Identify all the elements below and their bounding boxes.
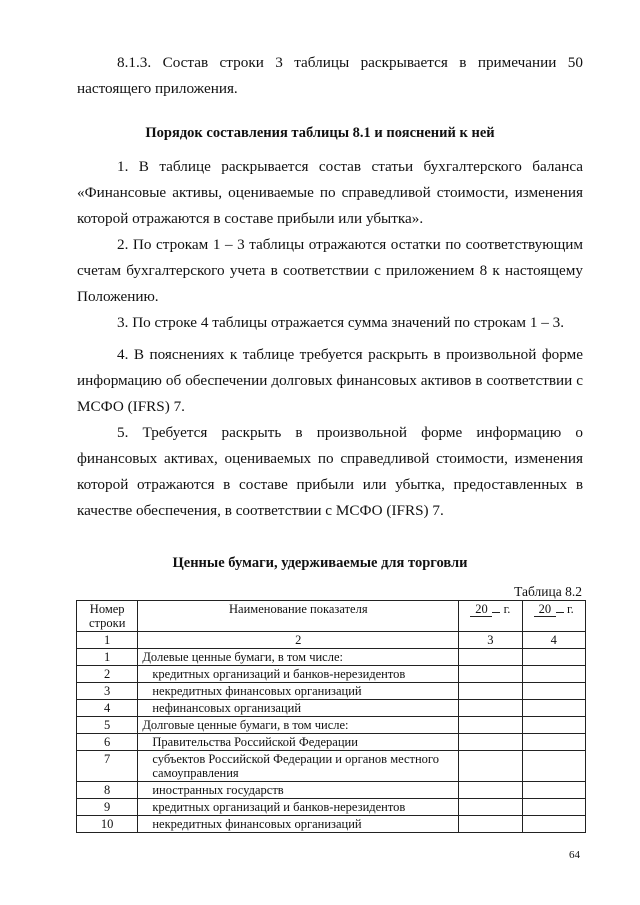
page-number: 64 <box>569 849 580 861</box>
row-value-year1 <box>459 649 522 666</box>
row-name: субъектов Российской Федерации и органов местного самоуправления <box>138 751 459 782</box>
row-value-year1 <box>459 666 522 683</box>
table-row <box>77 734 586 751</box>
row-value-year1 <box>459 799 522 816</box>
row-value-year2 <box>522 799 585 816</box>
table-row <box>77 683 586 700</box>
paragraph-5: 5. Требуется раскрыть в произвольной форме информацию о финансовых активах, оцениваемых по справедливой стоимости, изменения которой отражаются в составе прибыли или убытка, предоставленных в качестве обеспечения, в соответствии с МСФО (IFRS) 7. <box>77 424 583 519</box>
table-row <box>77 751 586 782</box>
row-value-year2 <box>522 683 585 700</box>
table-row <box>77 799 586 816</box>
section-heading: Порядок составления таблицы 8.1 и пояснений к ней <box>145 125 495 141</box>
table-row <box>77 666 586 683</box>
table-row <box>77 816 586 833</box>
paragraph-8-1-3: 8.1.3. Состав строки 3 таблицы раскрывается в примечании 50 настоящего приложения. <box>77 54 583 97</box>
row-value-year2 <box>522 700 585 717</box>
row-number: 3 <box>77 683 138 700</box>
index-cell: 4 <box>522 632 585 649</box>
row-name: Долговые ценные бумаги, в том числе: <box>138 717 459 734</box>
row-value-year1 <box>459 717 522 734</box>
row-number: 8 <box>77 782 138 799</box>
row-value-year1 <box>459 751 522 782</box>
col-year1-suffix: г. <box>503 602 511 616</box>
table-row <box>77 782 586 799</box>
table-label: Таблица 8.2 <box>514 584 582 599</box>
row-name: Долевые ценные бумаги, в том числе: <box>138 649 459 666</box>
col-name-header: Наименование показателя <box>138 601 459 632</box>
table-index-row <box>77 632 586 649</box>
paragraph-2: 2. По строкам 1 – 3 таблицы отражаются остатки по соответствующим счетам бухгалтерского учета в соответствии с приложением 8 к настоящему Положению. <box>77 236 583 305</box>
row-value-year2 <box>522 782 585 799</box>
row-value-year1 <box>459 782 522 799</box>
row-value-year1 <box>459 816 522 833</box>
row-number: 10 <box>77 816 138 833</box>
row-value-year2 <box>522 649 585 666</box>
index-cell: 3 <box>459 632 522 649</box>
row-value-year2 <box>522 666 585 683</box>
index-cell: 2 <box>138 632 459 649</box>
table-header-row <box>77 601 586 632</box>
row-number: 4 <box>77 700 138 717</box>
row-number: 6 <box>77 734 138 751</box>
securities-table <box>76 600 586 833</box>
row-value-year2 <box>522 734 585 751</box>
table-body <box>77 649 586 833</box>
row-value-year2 <box>522 751 585 782</box>
row-number: 5 <box>77 717 138 734</box>
col-year2-suffix: г. <box>566 602 574 616</box>
row-number: 7 <box>77 751 138 782</box>
row-name: некредитных финансовых организаций <box>138 683 459 700</box>
table-heading: Ценные бумаги, удерживаемые для торговли <box>172 555 468 571</box>
row-number: 1 <box>77 649 138 666</box>
row-value-year2 <box>522 816 585 833</box>
row-name: кредитных организаций и банков-нерезидентов <box>138 799 459 816</box>
table-row <box>77 649 586 666</box>
row-name: некредитных финансовых организаций <box>138 816 459 833</box>
index-cell: 1 <box>77 632 138 649</box>
paragraph-3: 3. По строке 4 таблицы отражается сумма значений по строкам 1 – 3. <box>117 314 564 331</box>
row-value-year1 <box>459 734 522 751</box>
paragraph-4: 4. В пояснениях к таблице требуется раскрыть в произвольной форме информацию об обеспечении долговых финансовых активов в соответствии с МСФО (IFRS) 7. <box>77 346 583 415</box>
table-row <box>77 700 586 717</box>
row-value-year2 <box>522 717 585 734</box>
col-number-header: Номер строки <box>77 601 138 632</box>
row-number: 9 <box>77 799 138 816</box>
col-year2-header <box>522 601 585 632</box>
table-row <box>77 717 586 734</box>
row-number: 2 <box>77 666 138 683</box>
paragraph-1: 1. В таблице раскрывается состав статьи бухгалтерского баланса «Финансовые активы, оцениваемые по справедливой стоимости, изменения которой отражаются в составе прибыли или убытка». <box>77 158 583 227</box>
col-year2-prefix: 20 <box>538 602 552 616</box>
row-name: иностранных государств <box>138 782 459 799</box>
row-name: Правительства Российской Федерации <box>138 734 459 751</box>
row-value-year1 <box>459 683 522 700</box>
row-name: нефинансовых организаций <box>138 700 459 717</box>
row-name: кредитных организаций и банков-нерезидентов <box>138 666 459 683</box>
row-value-year1 <box>459 700 522 717</box>
col-year1-prefix: 20 <box>475 602 488 616</box>
col-year1-header <box>459 601 522 632</box>
